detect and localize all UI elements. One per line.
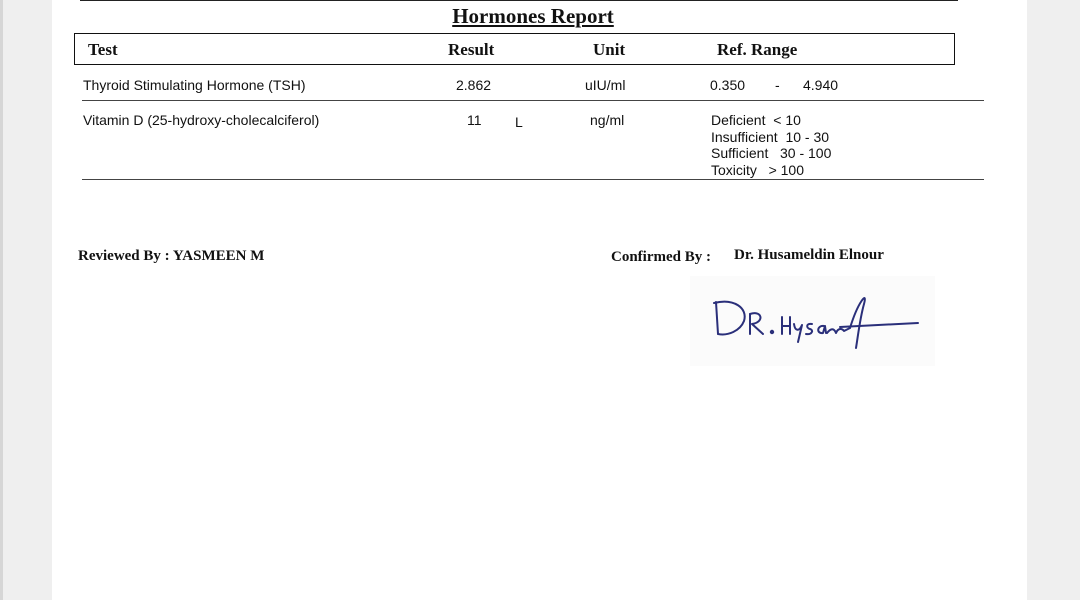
ref-line-toxicity: Toxicity > 100 — [711, 161, 804, 178]
row-divider — [82, 100, 984, 101]
confirmed-by-label: Confirmed By : — [611, 249, 711, 265]
header-result: Result — [448, 40, 495, 59]
signature-drawing — [690, 276, 935, 366]
left-edge-line — [0, 0, 3, 600]
report-title-text: Hormones Report — [452, 4, 614, 28]
row-divider — [82, 179, 984, 180]
top-rule — [80, 0, 958, 1]
unit-value: uIU/ml — [585, 77, 626, 93]
left-margin — [0, 0, 52, 600]
header-test: Test — [88, 40, 118, 59]
ref-line-insufficient: Insufficient 10 - 30 — [711, 128, 830, 145]
ref-separator: - — [775, 77, 780, 93]
test-name: Vitamin D (25-hydroxy-cholecalciferol) — [83, 112, 320, 128]
confirmed-by-name: Dr. Husameldin Elnour — [734, 247, 884, 263]
ref-range-list — [711, 112, 831, 178]
unit-value: ng/ml — [590, 112, 625, 128]
signature — [690, 276, 935, 366]
ref-low: 0.350 — [710, 77, 746, 93]
report-title — [0, 4, 1080, 29]
test-name: Thyroid Stimulating Hormone (TSH) — [83, 77, 306, 93]
header-unit: Unit — [593, 40, 626, 59]
ref-high: 4.940 — [803, 77, 839, 93]
reviewed-by: Reviewed By : YASMEEN M — [78, 248, 265, 264]
right-margin — [1027, 0, 1080, 600]
result-flag: L — [515, 114, 523, 130]
ref-line-deficient: Deficient < 10 — [711, 112, 801, 128]
header-ref-range: Ref. Range — [717, 40, 798, 59]
result-value: 11 — [467, 112, 482, 128]
ref-line-sufficient: Sufficient 30 - 100 — [711, 145, 832, 161]
result-value: 2.862 — [456, 77, 492, 93]
table-header — [74, 33, 955, 65]
